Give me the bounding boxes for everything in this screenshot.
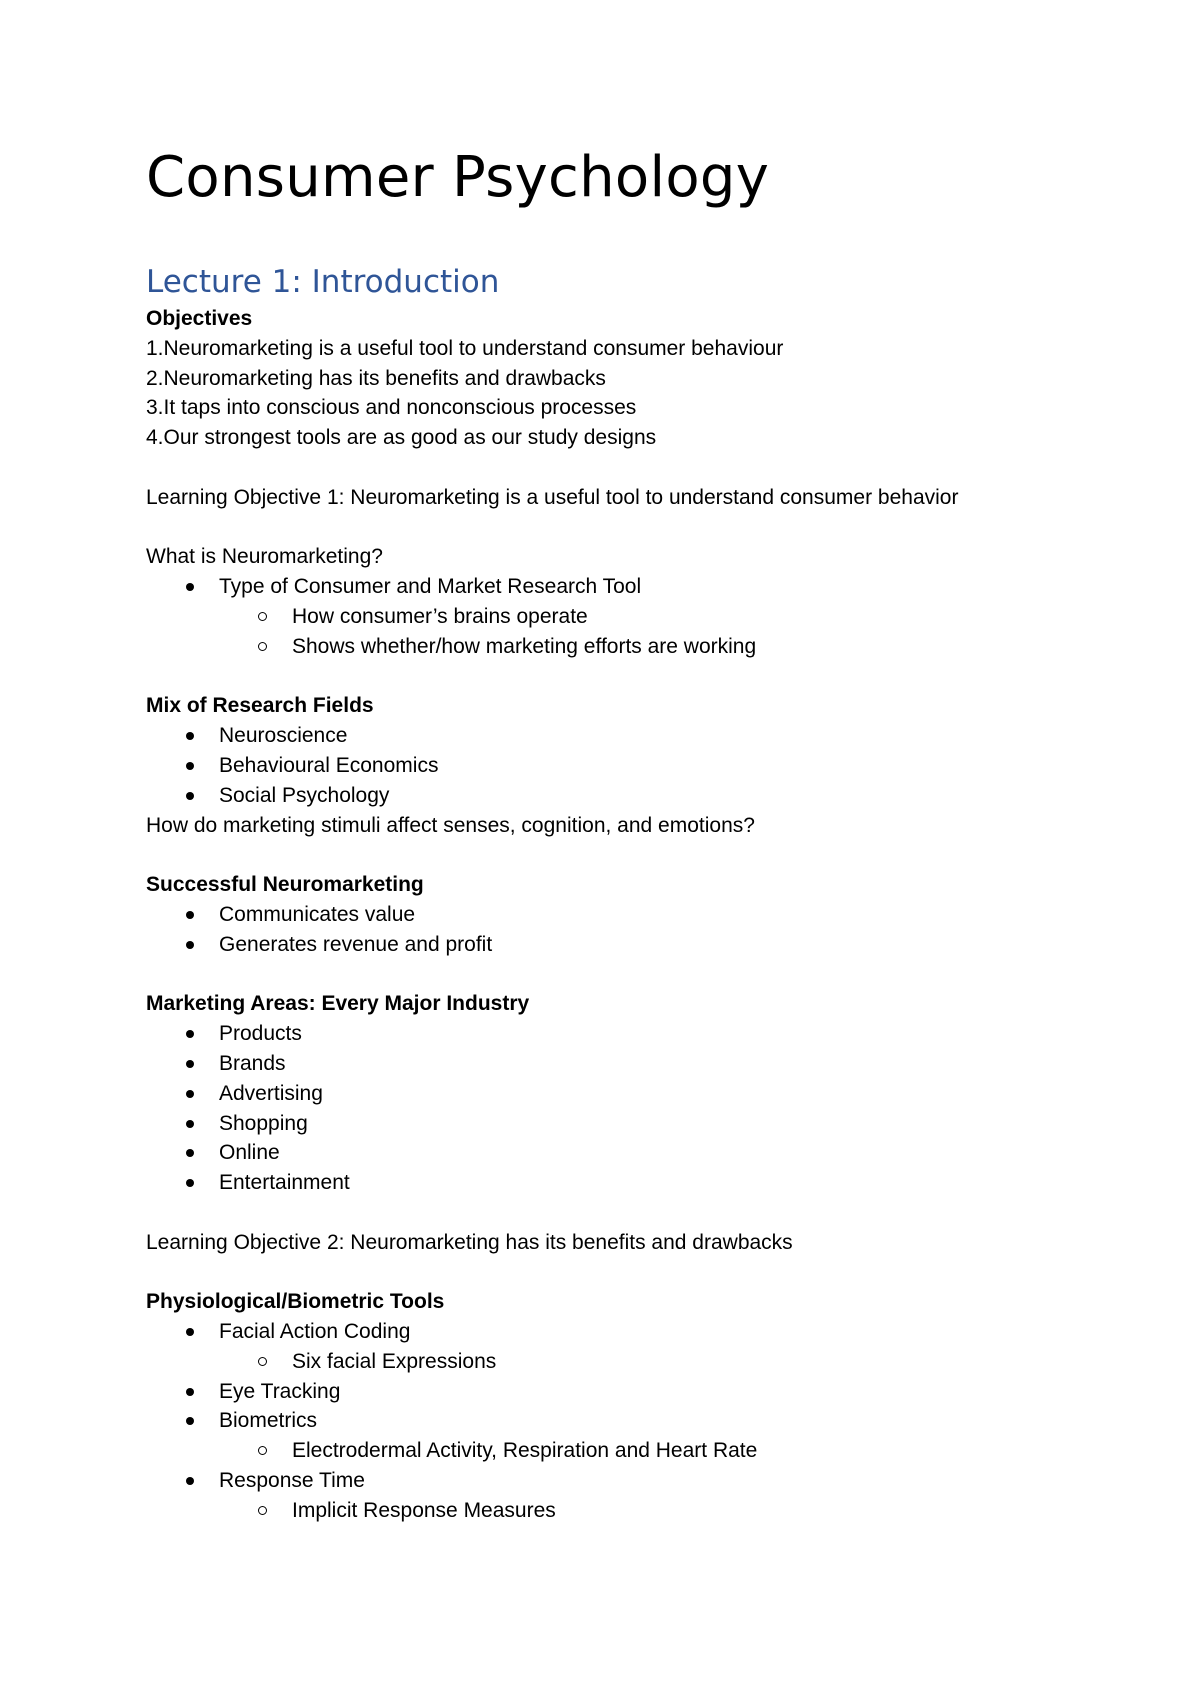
blank-line bbox=[146, 1258, 1146, 1288]
lecture-heading: Lecture 1: Introduction bbox=[146, 264, 500, 300]
list-item bbox=[146, 900, 1146, 930]
list-item-label: Entertainment bbox=[219, 1171, 350, 1195]
successful-list bbox=[146, 900, 1146, 960]
list-item-label: Response Time bbox=[219, 1469, 365, 1493]
list-item bbox=[146, 572, 1146, 602]
list-item-label: Advertising bbox=[219, 1081, 323, 1105]
list-item bbox=[146, 1466, 1146, 1496]
learning-objective-1: Learning Objective 1: Neuromarketing is a useful tool to understand consumer behavior bbox=[146, 485, 959, 509]
list-item-label: Products bbox=[219, 1022, 302, 1046]
physiological-list-1 bbox=[146, 1317, 1146, 1347]
list-item bbox=[146, 1079, 1146, 1109]
blank-line bbox=[146, 840, 1146, 870]
list-item-label: Behavioural Economics bbox=[219, 753, 439, 777]
mix-heading: Mix of Research Fields bbox=[146, 694, 374, 718]
objective-item: 3.It taps into conscious and nonconscious processes bbox=[146, 396, 637, 420]
list-item-label: Brands bbox=[219, 1051, 286, 1075]
physiological-sublist-1 bbox=[146, 1347, 1146, 1377]
physiological-sublist-2 bbox=[146, 1436, 1146, 1466]
objective-item: 2.Neuromarketing has its benefits and drawbacks bbox=[146, 366, 606, 390]
list-item-label: Social Psychology bbox=[219, 783, 390, 807]
list-item bbox=[146, 1406, 1146, 1436]
physiological-list-2 bbox=[146, 1377, 1146, 1437]
mix-list bbox=[146, 721, 1146, 810]
marketing-areas-heading: Marketing Areas: Every Major Industry bbox=[146, 992, 530, 1016]
marketing-areas-list bbox=[146, 1019, 1146, 1198]
sub-list-item bbox=[146, 1347, 1146, 1377]
sub-list-item-label: Implicit Response Measures bbox=[292, 1498, 556, 1522]
objective-item: 4.Our strongest tools are as good as our study designs bbox=[146, 426, 657, 450]
list-item-label: Facial Action Coding bbox=[219, 1320, 411, 1344]
blank-line bbox=[146, 453, 1146, 483]
mix-question: How do marketing stimuli affect senses, cognition, and emotions? bbox=[146, 813, 755, 837]
sub-list-item bbox=[146, 1496, 1146, 1526]
what-is-question: What is Neuromarketing? bbox=[146, 545, 383, 569]
sub-list-item bbox=[146, 602, 1146, 632]
successful-heading: Successful Neuromarketing bbox=[146, 873, 424, 897]
list-item-label: Type of Consumer and Market Research Tool bbox=[219, 575, 642, 599]
sub-list-item bbox=[146, 1436, 1146, 1466]
list-item bbox=[146, 781, 1146, 811]
list-item bbox=[146, 1109, 1146, 1139]
blank-line bbox=[146, 513, 1146, 543]
what-is-list bbox=[146, 572, 1146, 602]
list-item bbox=[146, 1049, 1146, 1079]
list-item-label: Communicates value bbox=[219, 902, 416, 926]
list-item-label: Neuroscience bbox=[219, 724, 348, 748]
sub-list-item-label: How consumer’s brains operate bbox=[292, 604, 588, 628]
sub-list-item bbox=[146, 632, 1146, 662]
list-item bbox=[146, 1377, 1146, 1407]
sub-list-item-label: Electrodermal Activity, Respiration and Heart Rate bbox=[292, 1439, 758, 1463]
document-body bbox=[146, 304, 1146, 1526]
list-item bbox=[146, 1138, 1146, 1168]
learning-objective-2: Learning Objective 2: Neuromarketing has its benefits and drawbacks bbox=[146, 1230, 793, 1254]
list-item-label: Generates revenue and profit bbox=[219, 932, 493, 956]
list-item-label: Shopping bbox=[219, 1111, 308, 1135]
list-item bbox=[146, 1168, 1146, 1198]
blank-line bbox=[146, 1198, 1146, 1228]
sub-list-item-label: Shows whether/how marketing efforts are working bbox=[292, 634, 757, 658]
what-is-sublist bbox=[146, 602, 1146, 662]
sub-list-item-label: Six facial Expressions bbox=[292, 1349, 497, 1373]
objectives-heading: Objectives bbox=[146, 307, 253, 330]
list-item-label: Eye Tracking bbox=[219, 1379, 341, 1403]
list-item bbox=[146, 1317, 1146, 1347]
blank-line bbox=[146, 662, 1146, 692]
physiological-sublist-3 bbox=[146, 1496, 1146, 1526]
physiological-list-3 bbox=[146, 1466, 1146, 1496]
objective-item: 1.Neuromarketing is a useful tool to understand consumer behaviour bbox=[146, 336, 784, 360]
list-item bbox=[146, 751, 1146, 781]
document-title: Consumer Psychology bbox=[146, 145, 770, 210]
list-item-label: Biometrics bbox=[219, 1409, 318, 1433]
blank-line bbox=[146, 960, 1146, 990]
list-item bbox=[146, 930, 1146, 960]
physiological-heading: Physiological/Biometric Tools bbox=[146, 1290, 445, 1314]
list-item-label: Online bbox=[219, 1141, 280, 1165]
list-item bbox=[146, 721, 1146, 751]
list-item bbox=[146, 1019, 1146, 1049]
